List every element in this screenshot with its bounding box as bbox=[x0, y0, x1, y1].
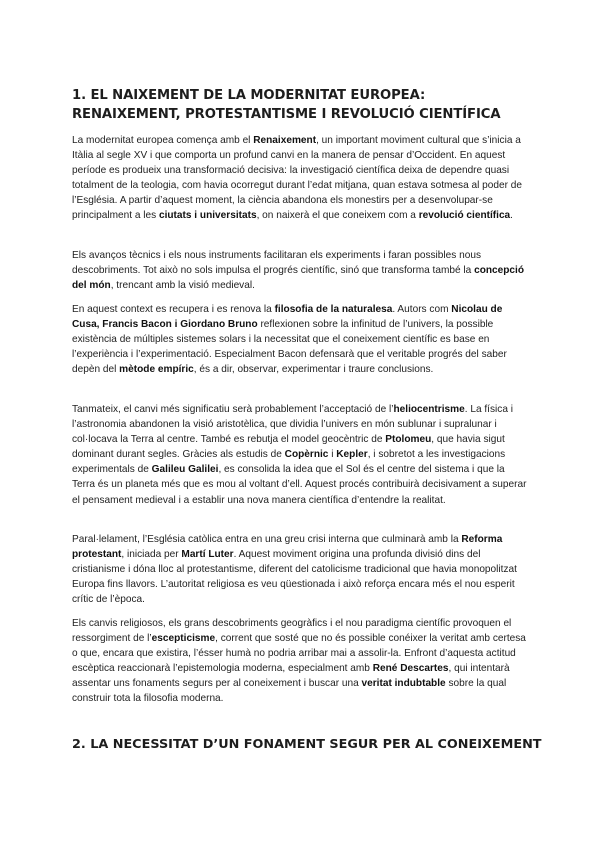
paragraph bbox=[72, 248, 530, 293]
paragraph bbox=[72, 532, 530, 607]
text-run: . bbox=[510, 210, 513, 222]
text-run: , corrent que sosté que no és possible conéixer la veritat amb certesa o que, encara que existira, l’ésser humà no podria arribar mai a assolir-la. Enfront d’aquesta actitud escèptica reaccionarà l’epistemologia moderna, especialment amb bbox=[72, 633, 526, 675]
bold-term: René Descartes bbox=[372, 663, 449, 675]
text-run: , un important moviment cultural que s’inicia a Itàlia al segle XV i que comporta un profund canvi en la manera de pensar d’Occident. En aquest període es produeix una transformació decisiva: la investigació científica deixa de dependre quasi totalment de la teologia, com havia ocorregut durant l’edat mitjana, quan estava sotmesa al poder de l’Església. A partir d’aquest moment, la ciència abandona els monestirs per a desenvolupar-se principalment a les bbox=[72, 135, 523, 222]
bold-term: Reforma protestant bbox=[72, 534, 503, 561]
text-run: La modernitat europea comença amb el bbox=[72, 135, 254, 146]
bold-term: Ptolomeu bbox=[385, 434, 432, 446]
paragraph bbox=[72, 616, 530, 707]
text-run: , on naixerà el que coneixem com a bbox=[256, 210, 419, 222]
bold-term: Copèrnic bbox=[284, 449, 329, 461]
text-run: , es consolida la idea que el Sol és el centre del sistema i que la Terra és un planeta més que es mou al voltant d’ell. Aquest procés contribuirà decisivament a superar el pensament medieval i a establir una nova manera científica d’entendre la realitat. bbox=[72, 464, 527, 506]
bold-term: Martí Luter bbox=[181, 549, 234, 561]
bold-term: concepció del món bbox=[72, 265, 524, 292]
bold-term: veritat indubtable bbox=[361, 678, 446, 690]
text-run: . Autors com bbox=[392, 304, 452, 315]
text-run: , i sobretot a les investigacions experimentals de bbox=[72, 449, 506, 476]
bold-term: Galileu Galilei bbox=[151, 464, 219, 476]
paragraph bbox=[72, 133, 530, 224]
section-heading-2: 2. LA NECESSITAT D’UN FONAMENT SEGUR PER AL CONEIXEMENT bbox=[72, 737, 542, 752]
text-run: Paral·lelament, l’Església catòlica entra en una greu crisi interna que culminarà amb la bbox=[72, 534, 462, 545]
text-run: , és a dir, observar, experimentar i traure conclusions. bbox=[193, 364, 434, 376]
text-run: reflexionen sobre la infinitud de l’univers, la possible existència de múltiples sistemes solars i la necessitat que el coneixement científic es base en l’experiència i l’experimentació. Especialment Bacon defensarà que el veritable progrés del saber depèn del bbox=[72, 319, 507, 376]
text-run: , qui intentarà assentar uns fonaments segurs per al coneixement i buscar una bbox=[72, 663, 510, 690]
bold-term: heliocentrisme bbox=[393, 404, 465, 415]
text-run: Els canvis religiosos, els grans descobriments geogràfics i el nou paradigma científic provoquen el ressorgiment de l’ bbox=[72, 618, 512, 645]
text-run: , trencant amb la visió medieval. bbox=[110, 280, 255, 292]
text-run: . Aquest moviment origina una profunda divisió dins del cristianisme i dóna lloc al protestantisme, diferent del catolicisme tradicional que havia monopolitzat Europa fins llavors. L’autoritat religiosa es veu qüestionada i això reforça encara més el nou esperit crític de l’època. bbox=[72, 549, 517, 606]
text-run: Els avanços tècnics i els nous instruments facilitaran els experiments i faran possibles nous descobriments. Tot això no sols impulsa el progrés científic, sinó que transforma també la bbox=[72, 250, 481, 277]
text-run: i bbox=[328, 449, 337, 461]
bold-term: revolució científica bbox=[418, 210, 511, 222]
text-run: , que havia sigut dominant durant segles. Gràcies als estudis de bbox=[72, 434, 505, 461]
bold-term: Renaixement bbox=[253, 135, 317, 146]
paragraph bbox=[72, 302, 530, 377]
paragraph bbox=[72, 402, 530, 508]
bold-term: mètode empíric bbox=[119, 364, 194, 376]
bold-term: Nicolau de Cusa, Francis Bacon i Giordano Bruno bbox=[72, 304, 503, 331]
bold-term: filosofia de la naturalesa bbox=[274, 304, 393, 315]
text-run: . La física i l’astronomia abandonen la visió aristotèlica, que dividia l’univers en món sublunar i supralunar i col·locava la Terra al centre. També es rebutja el model geocèntric de bbox=[72, 404, 513, 446]
text-run: , iniciada per bbox=[121, 549, 182, 561]
bold-term: ciutats i universitats bbox=[158, 210, 257, 222]
text-run: Tanmateix, el canvi més significatiu serà probablement l’acceptació de l’ bbox=[72, 404, 394, 415]
text-run: sobre la qual construir tota la filosofia moderna. bbox=[72, 678, 507, 705]
bold-term: Kepler bbox=[336, 449, 368, 461]
text-run: En aquest context es recupera i es renova la bbox=[72, 304, 275, 315]
bold-term: escepticisme bbox=[151, 633, 216, 645]
section-heading-1: 1. EL NAIXEMENT DE LA MODERNITAT EUROPEA: RENAIXEMENT, PROTESTANTISME I REVOLUCIÓ CIENTÍFICA bbox=[72, 88, 501, 122]
